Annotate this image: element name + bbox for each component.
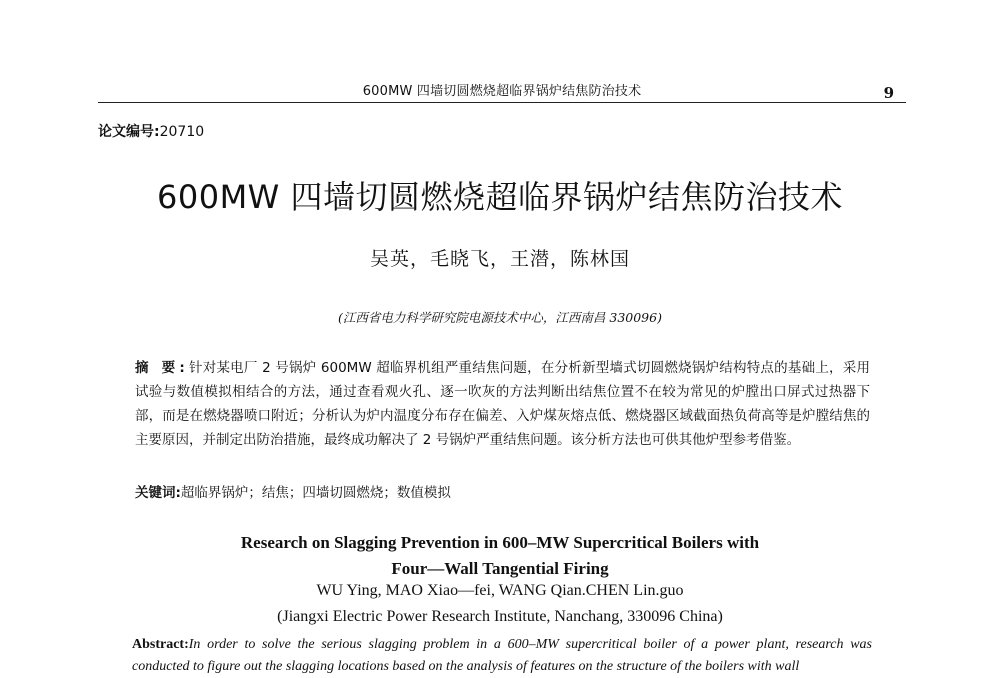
running-title: 600MW 四墙切圆燃烧超临界锅炉结焦防治技术	[362, 84, 642, 99]
authors-en: WU Ying, MAO Xiao—fei, WANG Qian.CHEN Lin.guo	[316, 582, 684, 599]
authors-cn: 吴英，毛晓飞，王潜，陈林国	[369, 248, 630, 270]
abstract-en	[132, 634, 872, 678]
page-number: 9	[883, 84, 894, 102]
paper-id	[98, 121, 204, 141]
affiliation-en: (Jiangxi Electric Power Research Institute, Nanchang, 330096 China)	[277, 608, 723, 625]
paper-id-value: 20710	[159, 124, 205, 140]
abstract-en-text: In order to solve the serious slagging problem in a 600–MW supercritical boiler of a power plant, research was conducted to figure out the slagging locations based on the analysis of features on the structure of the boilers with wall	[132, 637, 872, 674]
paper-title-cn: 600MW 四墙切圆燃烧超临界锅炉结焦防治技术	[156, 178, 843, 216]
paper-title-en	[0, 530, 1000, 582]
keywords-cn	[135, 481, 451, 501]
keywords-cn-text: 超临界锅炉；结焦；四墙切圆燃烧；数值模拟	[180, 485, 451, 501]
keywords-cn-label: 关键词:	[135, 485, 181, 501]
paper-title-en-line1: Research on Slagging Prevention in 600–MW Supercritical Boilers with	[240, 533, 760, 552]
paper-title-en-line2: Four—Wall Tangential Firing	[391, 559, 609, 578]
paper-id-label: 论文编号:	[98, 124, 160, 140]
affiliation-cn: (江西省电力科学研究院电源技术中心，江西南昌 330096)	[338, 310, 662, 325]
abstract-en-label: Abstract:	[132, 637, 189, 652]
abstract-cn-text: 针对某电厂 2 号锅炉 600MW 超临界机组严重结焦问题，在分析新型墙式切圆燃烧锅炉结构特点的基础上，采用试验与数值模拟相结合的方法，通过查看观火孔、逐一吹灰的方法判断出结焦位置不在较为常见的炉膛出口屏式过热器下部，而是在燃烧器喷口附近；分析认为炉内温度分布存在偏差、入炉煤灰熔点低、燃烧器区域截面热负荷高等是炉膛结焦的主要原因，并制定出防治措施，最终成功解决了 2 号锅炉严重结焦问题。该分析方法也可供其他炉型参考借鉴。	[135, 360, 870, 448]
running-header	[98, 78, 906, 103]
abstract-cn	[135, 356, 870, 452]
abstract-cn-label: 摘 要:	[135, 360, 189, 376]
